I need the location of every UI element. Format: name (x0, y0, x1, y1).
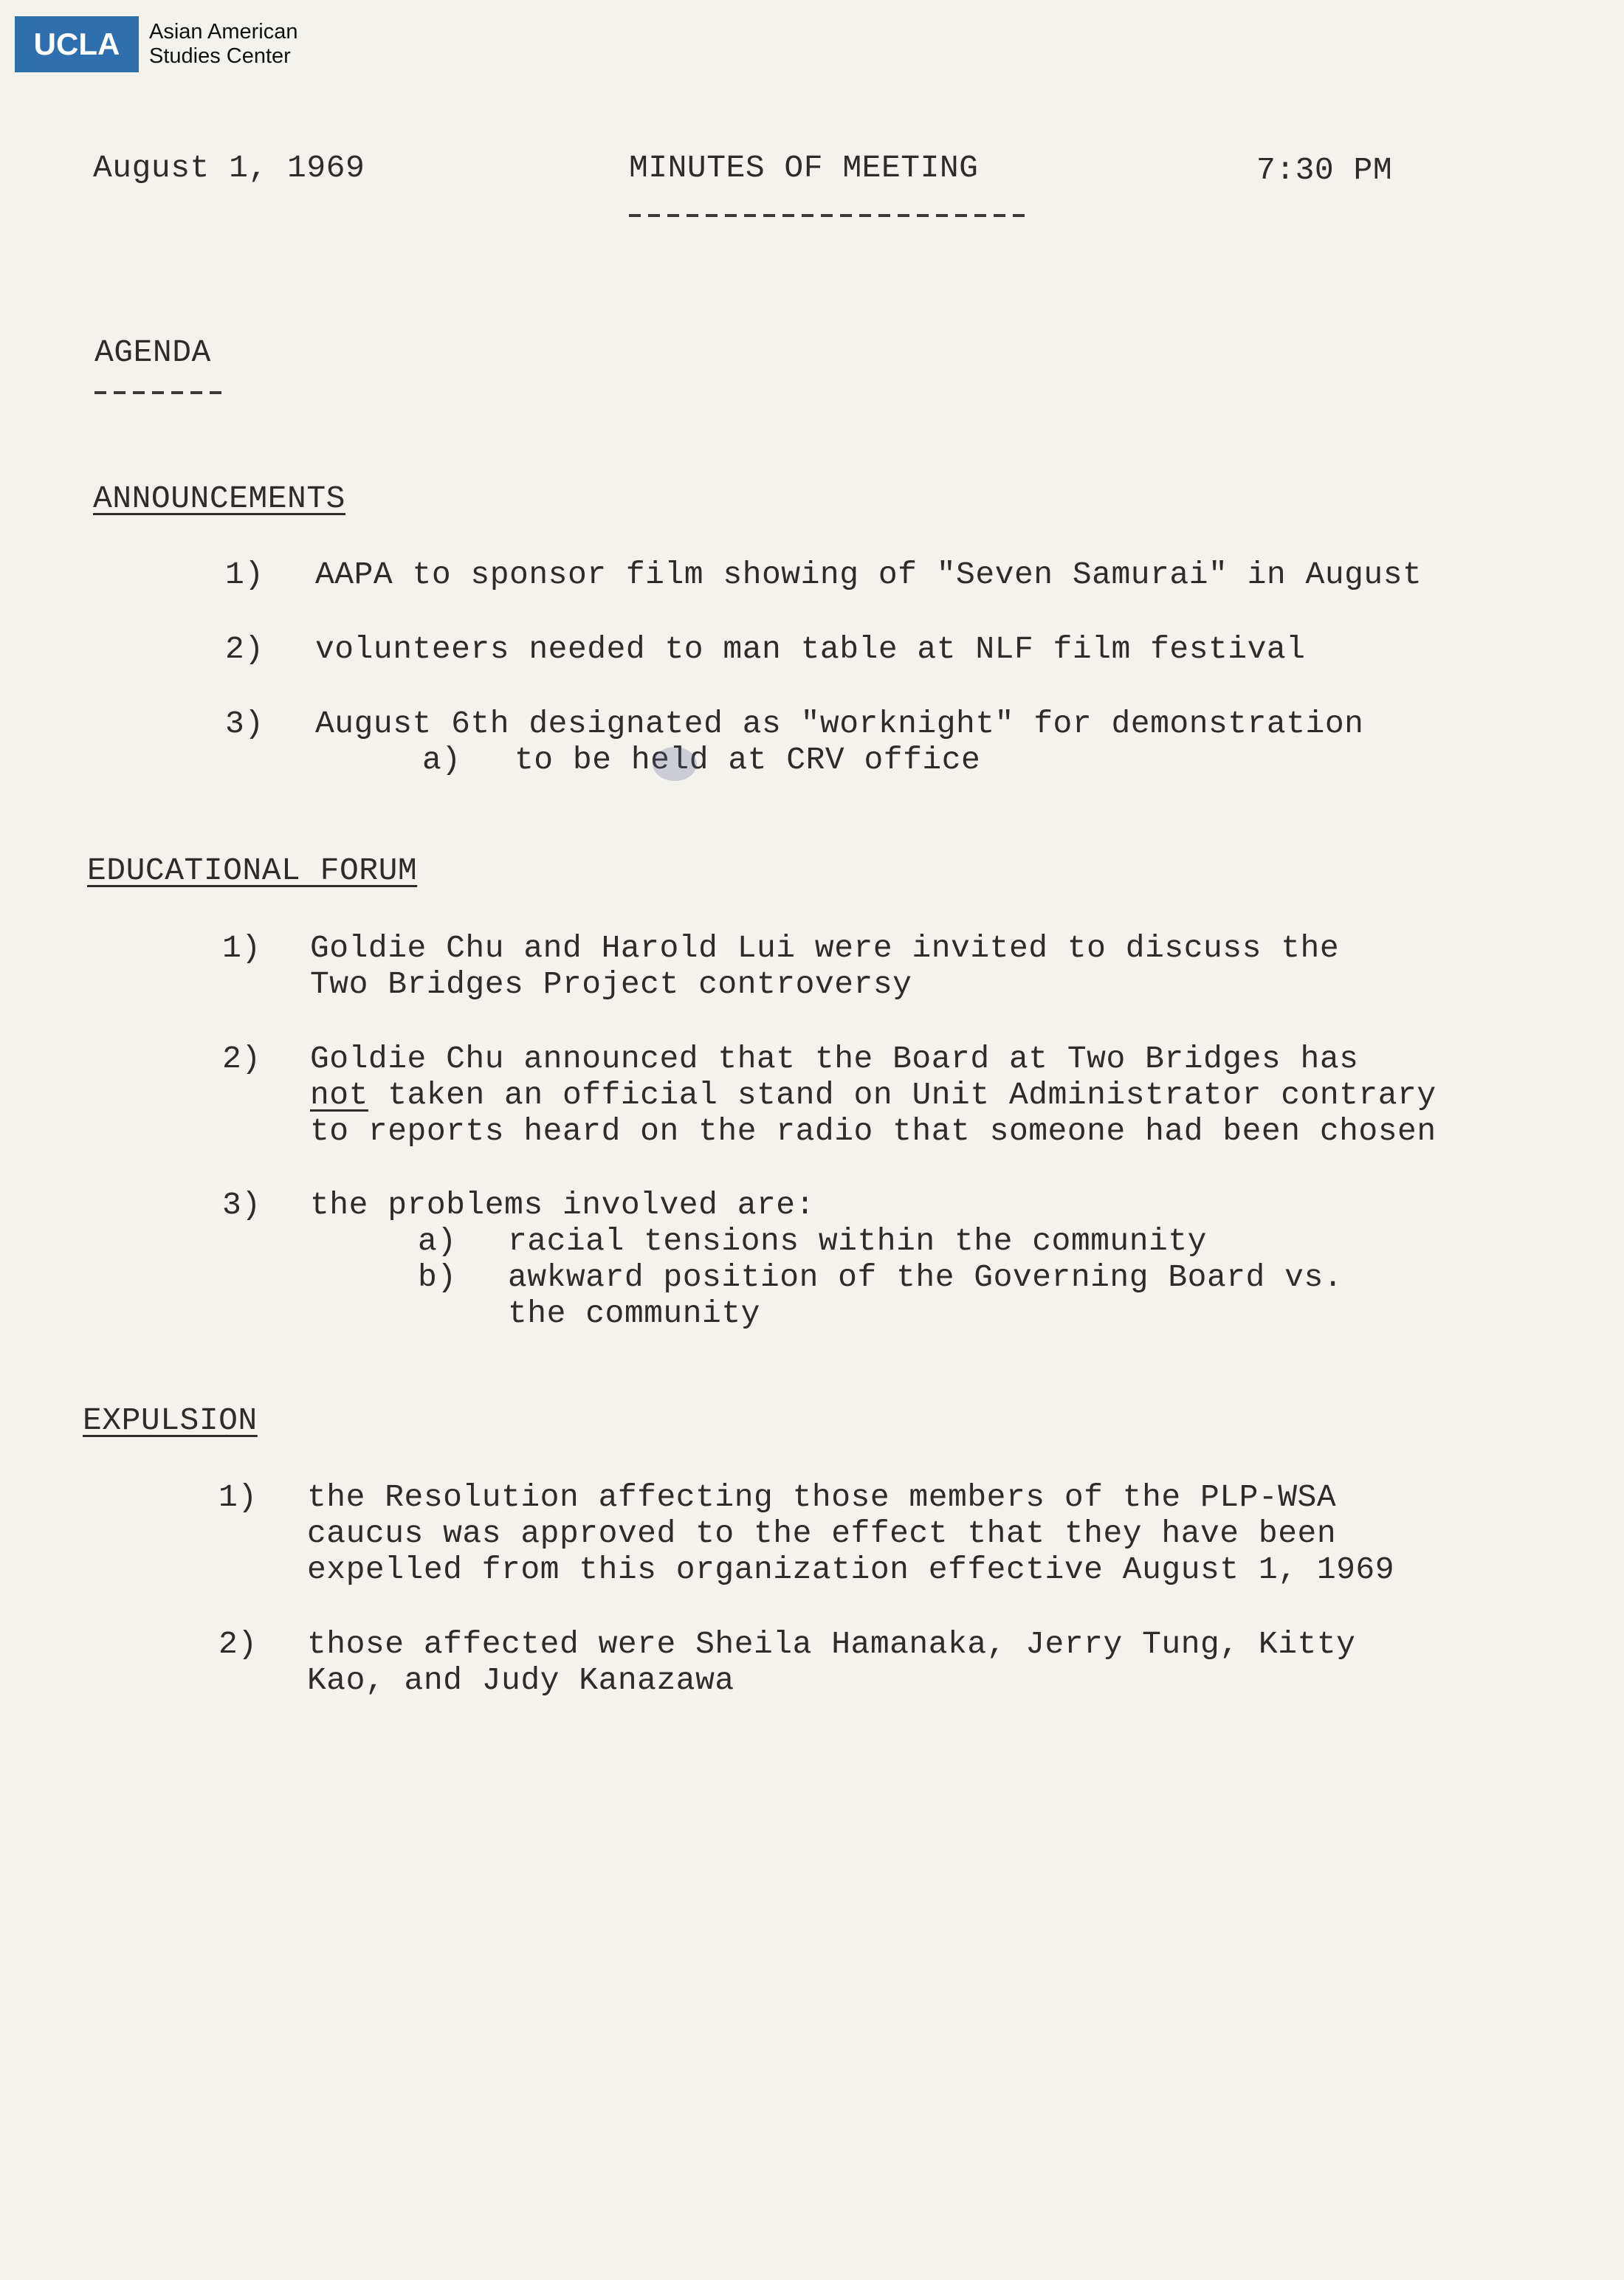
forum-2-number: 2) (222, 1041, 261, 1077)
forum-3a-text: racial tensions within the community (508, 1223, 1207, 1259)
forum-2-line-2-rest: taken an official stand on Unit Administrator contrary (368, 1077, 1437, 1113)
announcement-2-number: 2) (225, 631, 264, 667)
forum-2-line-2 (310, 1077, 1437, 1114)
logo-line-1: Asian American (149, 20, 298, 44)
forum-3b-label: b) (418, 1259, 457, 1295)
announcement-1-number: 1) (225, 557, 264, 593)
forum-3b-line-1: awkward position of the Governing Board vs. (508, 1259, 1343, 1295)
meeting-time: 7:30 PM (1256, 152, 1393, 188)
forum-2-line-1: Goldie Chu announced that the Board at Two Bridges has (310, 1041, 1359, 1077)
educational-forum-heading: EDUCATIONAL FORUM (87, 853, 418, 889)
expulsion-1-line-2: caucus was approved to the effect that they have been (307, 1515, 1337, 1551)
ucla-aasc-logo (15, 16, 298, 72)
expulsion-1-line-3: expelled from this organization effective August 1, 1969 (307, 1551, 1395, 1588)
announcement-1-text: AAPA to sponsor film showing of "Seven Samurai" in August (315, 557, 1422, 593)
logo-line-2: Studies Center (149, 44, 291, 68)
forum-3b-line-2: the community (508, 1295, 760, 1332)
announcement-3a-label: a) (422, 742, 461, 778)
forum-1-line-1: Goldie Chu and Harold Lui were invited to discuss the (310, 930, 1340, 966)
forum-3-line-1: the problems involved are: (310, 1187, 815, 1223)
logo-text (149, 20, 298, 69)
forum-1-number: 1) (222, 930, 261, 966)
agenda-dashes (94, 391, 226, 394)
ink-smudge (653, 747, 697, 781)
title-dashes (629, 214, 1032, 217)
ucla-logo-mark: UCLA (15, 16, 139, 72)
expulsion-2-line-1: those affected were Sheila Hamanaka, Jerry Tung, Kitty (307, 1626, 1356, 1662)
forum-1-line-2: Two Bridges Project controversy (310, 966, 912, 1002)
announcement-2-text: volunteers needed to man table at NLF film festival (315, 631, 1306, 667)
meeting-date: August 1, 1969 (93, 150, 365, 186)
expulsion-2-line-2: Kao, and Judy Kanazawa (307, 1662, 734, 1698)
announcement-3a-text: to be held at CRV office (515, 742, 981, 778)
forum-3a-label: a) (418, 1223, 457, 1259)
agenda-label: AGENDA (94, 334, 211, 371)
expulsion-heading: EXPULSION (83, 1402, 258, 1439)
emphasis-not: not (310, 1077, 368, 1113)
expulsion-1-number: 1) (219, 1479, 258, 1515)
expulsion-1-line-1: the Resolution affecting those members of the PLP-WSA (307, 1479, 1337, 1515)
announcement-3-number: 3) (225, 706, 264, 742)
document-title: MINUTES OF MEETING (629, 150, 979, 186)
announcements-heading: ANNOUNCEMENTS (93, 481, 345, 517)
expulsion-2-number: 2) (219, 1626, 258, 1662)
announcement-3-text: August 6th designated as "worknight" for demonstration (315, 706, 1364, 742)
forum-3-number: 3) (222, 1187, 261, 1223)
forum-2-line-3: to reports heard on the radio that someone had been chosen (310, 1113, 1437, 1149)
